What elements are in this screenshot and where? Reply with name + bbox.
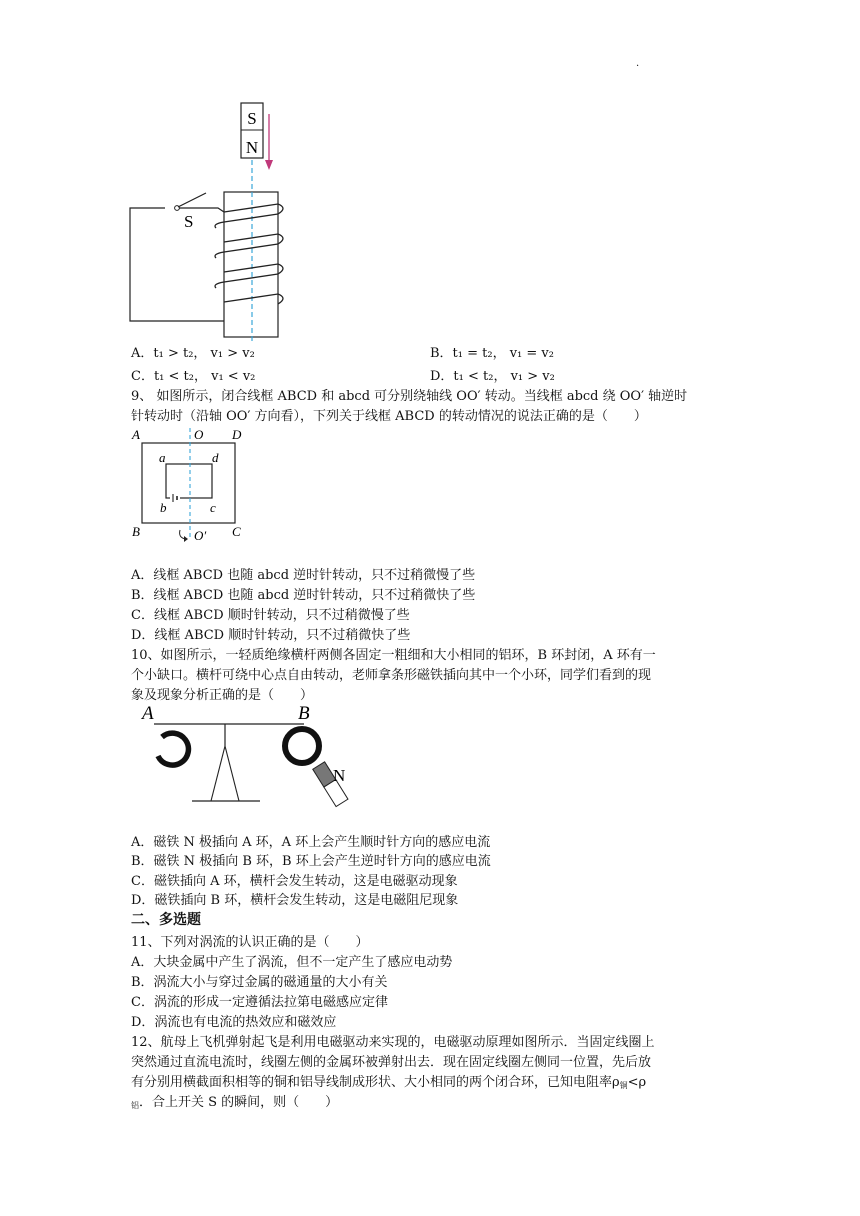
svg-text:C: C [232, 524, 241, 539]
magnet-n-label: N [245, 138, 259, 157]
q9-option-a: A．线框 ABCD 也随 abcd 逆时针转动，只不过稍微慢了些 [131, 568, 476, 583]
q10-stem-line3: 象及现象分析正确的是（ ） [131, 688, 314, 703]
q12-line4: $_铝$．合上开关 S 的瞬间，则（ ） [131, 1095, 339, 1110]
q12-line2: 突然通过直流电流时，线圈左侧的金属环被弹射出去．现在固定线圈左侧同一位置，先后放 [131, 1055, 652, 1070]
svg-text:a: a [159, 450, 166, 465]
q11-option-c: C．涡流的形成一定遵循法拉第电磁感应定律 [131, 995, 388, 1010]
svg-text:A: A [142, 703, 154, 724]
circuit-wire [130, 208, 224, 321]
switch-lever [178, 193, 206, 207]
ring-a [158, 733, 188, 765]
svg-text:B: B [298, 703, 310, 724]
q8-option-c: C．t₁ < t₂， v₁ < v₂ [131, 369, 256, 384]
q10-option-c: C．磁铁插向 A 环，横杆会发生转动，这是电磁驱动现象 [131, 874, 458, 889]
q11-option-d: D．涡流也有电流的热效应和磁效应 [131, 1015, 337, 1030]
solenoid-tube [224, 192, 278, 337]
section-heading: 二、多选题 [131, 912, 201, 928]
rings-figure [126, 700, 366, 810]
ring-b [285, 729, 319, 763]
q9-option-d: D．线框 ABCD 顺时针转动，只不过稍微快了些 [131, 628, 411, 643]
q10-option-d: D．磁铁插向 B 环，横杆会发生转动，这是电磁阻尼现象 [131, 893, 459, 908]
q10-option-a: A．磁铁 N 极插向 A 环，A 环上会产生顺时针方向的感应电流 [131, 835, 491, 850]
svg-text:B: B [132, 524, 140, 539]
q9-option-c: C．线框 ABCD 顺时针转动，只不过稍微慢了些 [131, 608, 410, 623]
magnet-s-label: S [247, 109, 257, 128]
q9-option-b: B．线框 ABCD 也随 abcd 逆时针转动，只不过稍微快了些 [131, 588, 476, 603]
page-mark: . [636, 58, 640, 69]
q8-option-a: A．t₁ > t₂， v₁ > v₂ [131, 346, 255, 361]
svg-text:b: b [160, 500, 167, 515]
coil-windings [215, 204, 283, 304]
svg-text:D: D [232, 427, 242, 442]
frame-abcd-inner [166, 464, 212, 498]
q9-stem-line2: 针转动时（沿轴 OO′ 方向看），下列关于线框 ABCD 的转动情况的说法正确的是（ ） [131, 409, 647, 424]
rotation-arrow [184, 536, 188, 542]
q10-stem-line2: 个小缺口。横杆可绕中心点自由转动，老师拿条形磁铁插向其中一个小环，同学们看到的现 [131, 668, 652, 683]
switch-label: S [184, 212, 194, 231]
solenoid-figure [120, 96, 320, 346]
svg-text:O′: O′ [194, 528, 207, 543]
svg-text:O: O [194, 427, 204, 442]
frame-abcd-outer [142, 443, 235, 523]
svg-text:d: d [212, 450, 219, 465]
q12-line1: 12、航母上飞机弹射起飞是利用电磁驱动来实现的，电磁驱动原理如图所示．当固定线圈上 [131, 1035, 655, 1050]
q10-stem-line1: 10、如图所示，一轻质绝缘横杆两侧各固定一粗细和大小相同的铝环，B 环封闭，A 环有一 [131, 648, 656, 663]
q8-option-d: D．t₁ < t₂， v₁ > v₂ [430, 369, 555, 384]
svg-text:N: N [333, 766, 346, 785]
svg-text:c: c [210, 500, 216, 515]
q12-line3: 有分别用横截面积相等的铜和铝导线制成形状、大小相同的两个闭合环，已知电阻率$\rho_铜<\rho$ [131, 1075, 647, 1090]
q9-stem-line1: 9、 如图所示，闭合线框 ABCD 和 abcd 可分别绕轴线 OO′ 转动。当线框 abcd 绕 OO′ 轴逆时 [131, 389, 688, 404]
q11-stem: 11、下列对涡流的认识正确的是（ ） [131, 935, 369, 950]
frames-figure [128, 426, 258, 546]
q8-option-b: B．t₁ = t₂， v₁ = v₂ [430, 346, 554, 361]
q11-option-a: A．大块金属中产生了涡流，但不一定产生了感应电动势 [131, 955, 453, 970]
q11-option-b: B．涡流大小与穿过金属的磁通量的大小有关 [131, 975, 388, 990]
q10-option-b: B．磁铁 N 极插向 B 环，B 环上会产生逆时针方向的感应电流 [131, 854, 491, 869]
svg-text:A: A [132, 427, 140, 442]
